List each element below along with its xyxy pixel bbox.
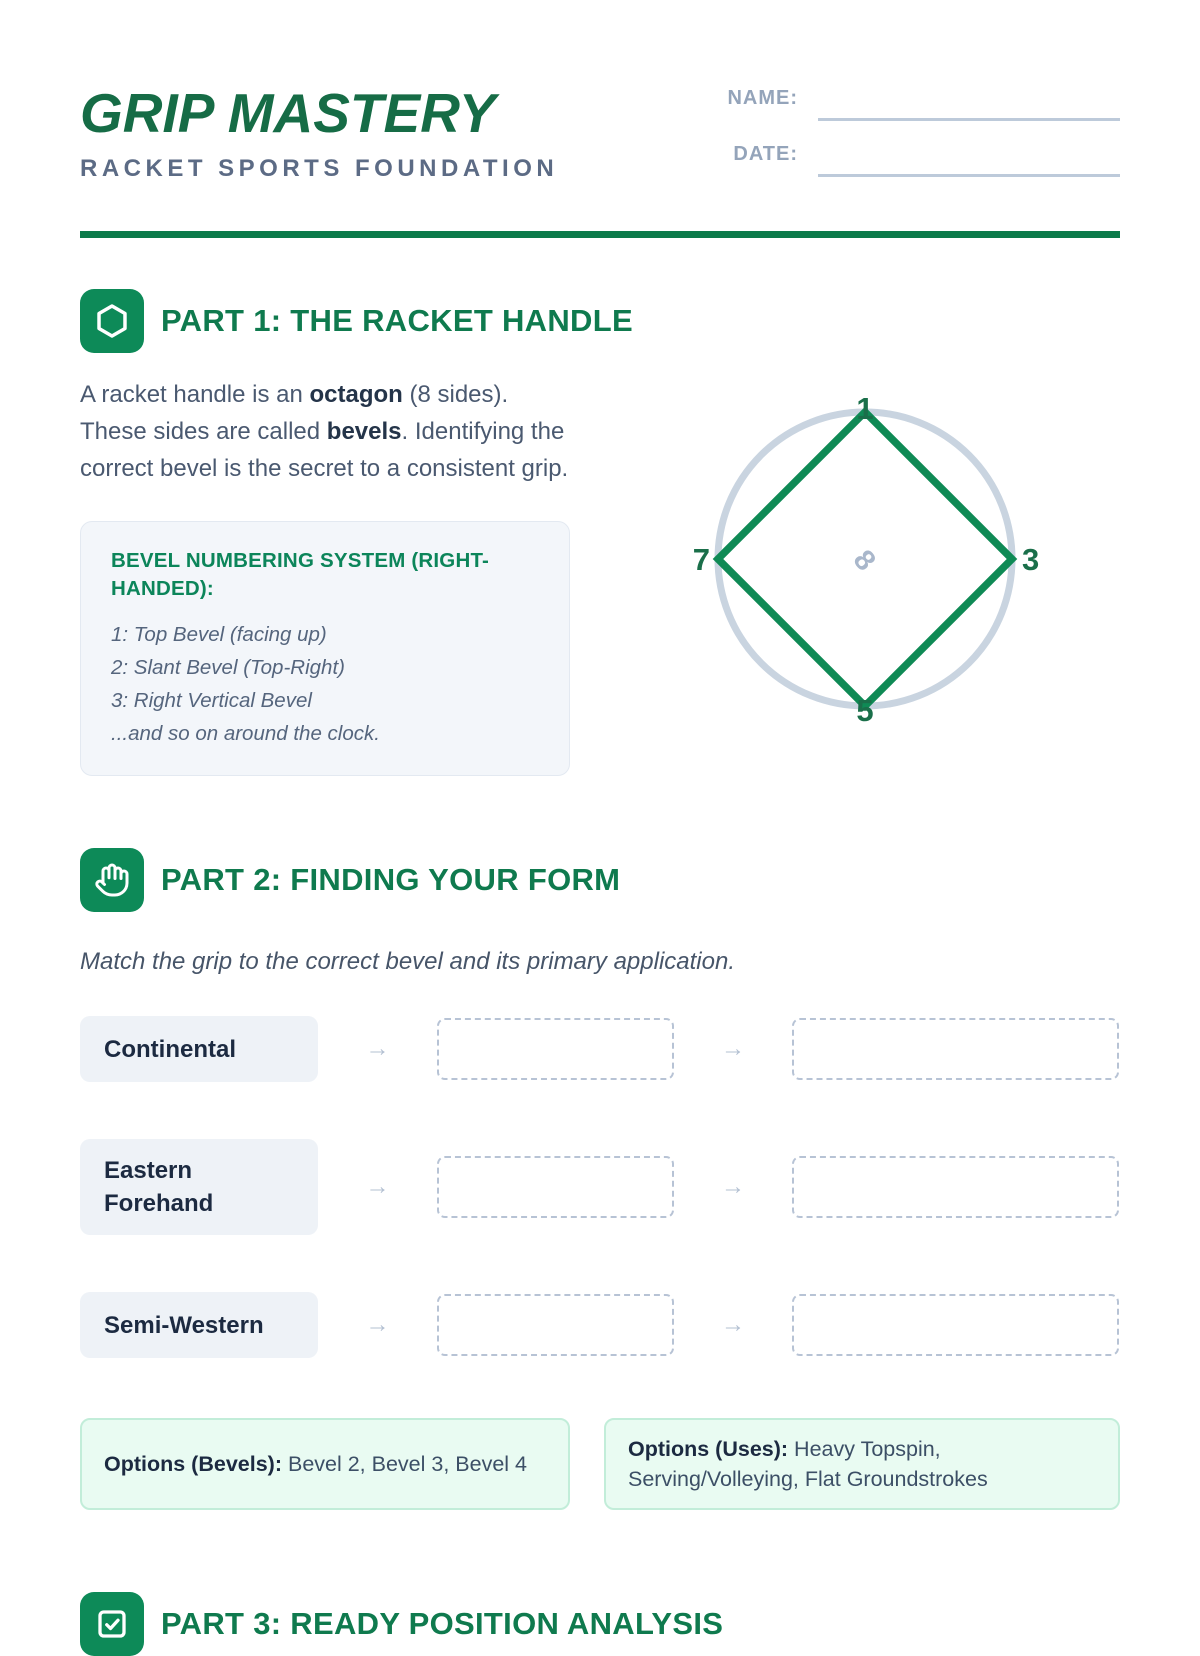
arrow-right-icon: → [721, 1035, 745, 1062]
info-box-item: 1: Top Bevel (facing up) [111, 623, 327, 646]
options-uses-label: Options (Uses): [628, 1437, 789, 1461]
bevel-diagram-svg [650, 382, 1080, 732]
header-divider [80, 231, 1120, 238]
part3-title: PART 3: READY POSITION ANALYSIS [161, 1606, 724, 1641]
options-uses-box [604, 1418, 1120, 1510]
bevel-answer-box[interactable] [437, 1018, 674, 1080]
part1-title: PART 1: THE RACKET HANDLE [161, 303, 633, 338]
options-bevels-text: Bevel 2, Bevel 3, Bevel 4 [282, 1452, 528, 1476]
bevel-answer-box[interactable] [437, 1294, 674, 1356]
arrow-right-icon: → [721, 1311, 745, 1338]
part2-title: PART 2: FINDING YOUR FORM [161, 862, 621, 897]
info-box-title: BEVEL NUMBERING SYSTEM (RIGHT-HANDED): [111, 549, 490, 600]
use-answer-box[interactable] [792, 1156, 1119, 1218]
bevel-label-1: 1 [856, 391, 874, 426]
name-field-row [724, 87, 1120, 121]
match-row-continental [80, 1016, 1120, 1082]
part1-left-column [80, 374, 570, 776]
part1-section [80, 289, 1120, 776]
info-box-item: 3: Right Vertical Bevel [111, 689, 312, 712]
part2-section [80, 848, 1120, 1510]
matching-exercise [80, 1016, 1120, 1358]
part3-section [80, 1592, 1120, 1656]
grip-card: Semi-Western [80, 1292, 318, 1358]
hexagon-icon [80, 289, 144, 353]
grip-card: Eastern Forehand [80, 1139, 318, 1235]
bevel-label-8-center: 8 [846, 544, 882, 578]
date-input-line[interactable] [818, 145, 1120, 177]
grip-card: Continental [80, 1016, 318, 1082]
use-answer-box[interactable] [792, 1018, 1119, 1080]
options-bevels-box [80, 1418, 570, 1510]
options-uses-text: Heavy Topspin, Serving/Volleying, Flat Groundstrokes [628, 1437, 988, 1491]
checkbox-icon [80, 1592, 144, 1656]
bevel-label-5: 5 [856, 693, 874, 728]
name-input-line[interactable] [818, 89, 1120, 121]
part2-header [80, 848, 1120, 912]
arrow-right-icon: → [365, 1311, 390, 1338]
arrow-right-icon: → [365, 1173, 390, 1200]
info-box-item: 2: Slant Bevel (Top-Right) [111, 656, 345, 679]
bevel-label-7: 7 [692, 542, 710, 577]
part1-body [80, 374, 1120, 776]
part2-instruction: Match the grip to the correct bevel and its primary application. [80, 948, 735, 975]
header [80, 0, 1120, 199]
options-bevels-label: Options (Bevels): [104, 1452, 282, 1476]
name-label: NAME: [727, 87, 798, 109]
bevel-numbering-info-box [80, 521, 570, 776]
header-branding [80, 82, 724, 199]
bevel-label-3: 3 [1022, 542, 1040, 577]
options-row [80, 1418, 1120, 1510]
page-subtitle: RACKET SPORTS FOUNDATION [80, 154, 559, 182]
hand-icon [80, 848, 144, 912]
bevel-diagram [590, 374, 1140, 776]
part1-header [80, 289, 1120, 353]
arrow-right-icon: → [721, 1173, 745, 1200]
arrow-right-icon: → [365, 1035, 390, 1062]
part1-paragraph: A racket handle is an octagon (8 sides). These sides are called bevels. Identifying the correct bevel is the secret to a consistent grip. [80, 381, 569, 482]
bevel-answer-box[interactable] [437, 1156, 674, 1218]
part3-header [80, 1592, 1120, 1656]
info-box-item: ...and so on around the clock. [111, 722, 380, 745]
match-row-semi-western [80, 1292, 1120, 1358]
match-row-eastern-forehand [80, 1139, 1120, 1235]
page-title: GRIP MASTERY [80, 82, 496, 144]
use-answer-box[interactable] [792, 1294, 1119, 1356]
date-field-row [724, 143, 1120, 177]
date-label: DATE: [733, 143, 798, 165]
header-fields [724, 85, 1120, 199]
